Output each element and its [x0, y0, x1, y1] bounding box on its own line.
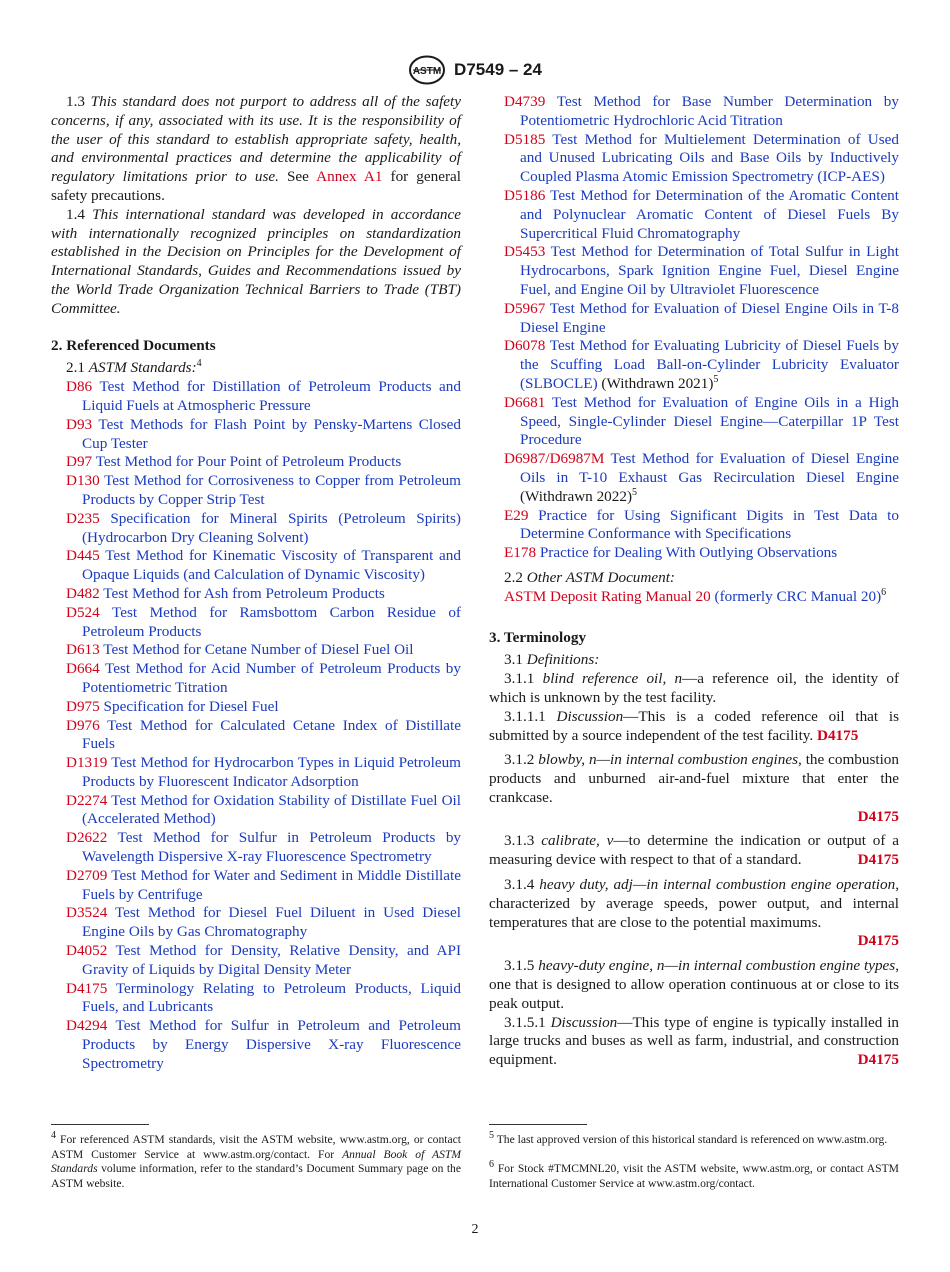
paragraph-1-4: 1.4 This international standard was developed in accordance with internationally recognized principles on standardization established in the Decision on Principles for the Development of International Standards, Guides and Recommendations issued by the World Trade Organization Technical Barriers to Trade (TBT) Committee.: [51, 205, 462, 317]
reference-item[interactable]: [51, 829, 461, 867]
reference-title[interactable]: Test Method for Sulfur in Petroleum and Petroleum Products by Energy Dispersive X-ray Fluorescence Spectrometry: [82, 1017, 461, 1072]
source-reference[interactable]: D4175: [857, 1051, 899, 1069]
reference-code[interactable]: D97: [66, 453, 93, 471]
reference-code[interactable]: D1319: [66, 754, 108, 772]
reference-code[interactable]: D613: [66, 641, 100, 659]
right-column: [489, 93, 899, 1070]
reference-item[interactable]: D6681 Test Method for Evaluation of Engine Oils in a High Speed, Single-Cylinder Diesel Engine—Caterpillar 1P Test Procedure: [504, 393, 899, 449]
reference-item[interactable]: E178 Practice for Dealing With Outlying Observations: [504, 544, 838, 562]
reference-item[interactable]: [51, 867, 461, 905]
definition-3-1-1: 3.1.1 blind reference oil, n—a reference oil, the identity of which is unknown by the test facility.: [489, 670, 899, 706]
reference-code[interactable]: D4739: [504, 93, 546, 110]
reference-code[interactable]: D976: [66, 716, 100, 734]
document-number: D7549 – 24: [454, 60, 542, 79]
reference-item[interactable]: ASTM Deposit Rating Manual 20 (formerly CRC Manual 20)$^6$: [504, 586, 887, 605]
reference-item[interactable]: [489, 93, 899, 131]
source-reference[interactable]: D4175: [857, 932, 899, 950]
definition-3-1-2: 3.1.2 blowby, n—in internal combustion engines, the combustion products and unburned air-and-fuel mixture that enter the crankcase.: [489, 751, 899, 806]
reference-item[interactable]: [51, 660, 461, 698]
reference-title[interactable]: Test Method for Pour Point of Petroleum Products: [95, 453, 402, 471]
discussion-3-1-5-1: 3.1.5.1 Discussion—This type of engine is typically installed in large trucks and buses as well as farm, industrial, and construction equipment. D4175: [489, 1013, 900, 1069]
reference-title[interactable]: Test Method for Oxidation Stability of Distillate Fuel Oil (Accelerated Method): [82, 791, 461, 828]
reference-title[interactable]: Test Method for Base Number Determination by Potentiometric Hydrochloric Acid Titration: [520, 93, 899, 129]
definition-3-1-5: 3.1.5 heavy-duty engine, n—in internal combustion engine types, one that is designed to allow operation continuous at or close to its peak output.: [489, 957, 899, 1012]
footnote-divider: [489, 1124, 587, 1125]
reference-code[interactable]: D2709: [66, 866, 108, 884]
reference-item[interactable]: [51, 547, 461, 585]
left-column: [51, 93, 461, 1074]
reference-item[interactable]: [51, 416, 461, 454]
reference-code[interactable]: D2622: [66, 829, 108, 847]
svg-text:ASTM: ASTM: [412, 66, 442, 77]
reference-code[interactable]: D130: [66, 472, 100, 490]
reference-item[interactable]: [51, 754, 461, 792]
reference-title[interactable]: Test Method for Ash from Petroleum Products: [103, 584, 385, 602]
source-reference[interactable]: D4175: [816, 726, 859, 744]
reference-item[interactable]: [51, 510, 461, 548]
definition-3-1-4: 3.1.4 heavy duty, adj—in internal combustion engine operation, characterized by average speeds, power output, and internal temperatures that are close to the potential maximums.: [489, 876, 900, 931]
reference-title[interactable]: Test Method for Kinematic Viscosity of Transparent and Opaque Liquids (and Calculation of Dynamic Viscosity): [82, 547, 461, 584]
reference-item[interactable]: [51, 792, 461, 830]
reference-title[interactable]: Test Methods for Flash Point by Pensky-Martens Closed Cup Tester: [82, 415, 461, 452]
reference-title[interactable]: Test Method for Ramsbottom Carbon Residue of Petroleum Products: [82, 603, 461, 640]
subsection-2-2: 2.2 Other ASTM Document:: [504, 568, 675, 586]
reference-title[interactable]: Test Method for Calculated Cetane Index of Distillate Fuels: [82, 716, 461, 753]
reference-item[interactable]: [51, 641, 461, 660]
reference-title[interactable]: Specification for Diesel Fuel: [103, 697, 279, 715]
reference-code[interactable]: D4052: [66, 942, 108, 960]
reference-code[interactable]: D5453: [504, 243, 546, 261]
reference-code[interactable]: D664: [66, 660, 100, 678]
footnote-6: $^6$ For Stock #TMCMNL20, visit the ASTM website, www.astm.org, or contact ASTM International Customer Service at www.astm.org/contact.: [489, 1159, 899, 1190]
reference-item[interactable]: [489, 131, 899, 187]
reference-item[interactable]: [51, 942, 461, 980]
discussion-3-1-1-1: 3.1.1.1 Discussion—This is a coded reference oil that is submitted by a source independent of the test facility. D4175: [489, 707, 900, 744]
reference-item[interactable]: [51, 980, 461, 1018]
reference-item[interactable]: [51, 453, 461, 472]
reference-title[interactable]: Test Method for Distillation of Petroleum Products and Liquid Fuels at Atmospheric Pressure: [82, 378, 461, 414]
reference-item[interactable]: [51, 717, 461, 755]
reference-code[interactable]: D3524: [66, 904, 108, 922]
footnote-4: $^4$ For referenced ASTM standards, visit the ASTM website, www.astm.org, or contact ASTM Customer Service at www.astm.org/contact. For Annual Book of ASTM Standards volume information, refer to the standard’s Document Summary page on the ASTM website.: [51, 1130, 462, 1190]
reference-code[interactable]: D4294: [66, 1017, 108, 1035]
reference-item[interactable]: [489, 187, 899, 243]
definition-3-1-3: 3.1.3 calibrate, v—to determine the indication or output of a measuring device with respect to that of a standard. D4175: [489, 832, 900, 869]
section-3-heading: 3. Terminology: [489, 628, 587, 646]
page-number: 2: [471, 1222, 479, 1237]
reference-item[interactable]: [51, 585, 461, 604]
subsection-3-1: 3.1 Definitions:: [504, 651, 600, 669]
reference-code[interactable]: D2274: [66, 791, 108, 809]
astm-logo-icon: [408, 55, 446, 85]
reference-code[interactable]: D4175: [66, 979, 108, 997]
footnote-divider: [51, 1124, 149, 1125]
annex-a1-link[interactable]: Annex A1: [316, 168, 383, 186]
section-2-heading: 2. Referenced Documents: [51, 336, 216, 354]
reference-code[interactable]: D5186: [504, 186, 546, 204]
source-reference[interactable]: D4175: [857, 851, 899, 869]
reference-item[interactable]: [51, 604, 461, 642]
reference-title[interactable]: Test Method for Water and Sediment in Middle Distillate Fuels by Centrifuge: [82, 866, 461, 903]
reference-code[interactable]: D524: [66, 603, 100, 621]
reference-title[interactable]: Test Method for Acid Number of Petroleum Products by Potentiometric Titration: [82, 660, 461, 696]
reference-title[interactable]: Test Method for Determination of Total Sulfur in Light Hydrocarbons, Spark Ignition Engine Fuel, Diesel Engine Fuel, and Engine Oil by Ultraviolet Fluorescence: [520, 243, 899, 298]
reference-item[interactable]: [51, 1017, 461, 1073]
reference-title[interactable]: Test Method for Evaluation of Diesel Engine Oils in T-8 Diesel Engine: [520, 299, 899, 336]
reference-code[interactable]: D975: [66, 697, 100, 715]
footnote-5: $^5$ The last approved version of this historical standard is referenced on www.astm.org.: [489, 1130, 888, 1146]
reference-item[interactable]: [489, 243, 899, 299]
reference-item[interactable]: [51, 472, 461, 510]
reference-code[interactable]: D482: [66, 584, 100, 602]
subsection-2-1: 2.1 ASTM Standards:$^4$: [66, 358, 202, 377]
reference-title[interactable]: Test Method for Sulfur in Petroleum Products by Wavelength Dispersive X-ray Fluorescence Spectrometry: [82, 829, 462, 866]
reference-title[interactable]: Specification for Mineral Spirits (Petroleum Spirits) (Hydrocarbon Dry Cleaning Solvent): [82, 509, 461, 546]
reference-code[interactable]: D5185: [504, 130, 546, 148]
reference-title[interactable]: Test Method for Cetane Number of Diesel Fuel Oil: [103, 641, 414, 659]
reference-item[interactable]: [51, 378, 461, 416]
reference-title[interactable]: Test Method for Density, Relative Density, and API Gravity of Liquids by Digital Density Meter: [82, 942, 461, 978]
reference-code[interactable]: D5967: [504, 299, 546, 317]
reference-title[interactable]: Test Method for Determination of the Aromatic Content and Polynuclear Aromatic Content of Diesel Fuels By Supercritical Fluid Chromatography: [520, 186, 900, 242]
reference-code[interactable]: D86: [66, 378, 93, 396]
reference-item[interactable]: [51, 698, 461, 717]
reference-title[interactable]: Test Method for Multielement Determination of Used and Unused Lubricating Oils and Base Oils by Inductively Coupled Plasma Atomic Emission Spectrometry (ICP-AES): [520, 130, 899, 186]
right-reference-list: [489, 93, 899, 337]
source-reference[interactable]: D4175: [857, 807, 899, 825]
reference-item[interactable]: [51, 904, 461, 942]
reference-title[interactable]: Test Method for Hydrocarbon Types in Liquid Petroleum Products by Fluorescent Indicator Adsorption: [82, 754, 462, 790]
reference-item[interactable]: E29 Practice for Using Significant Digits in Test Data to Determine Conformance with Specifications: [504, 506, 899, 543]
reference-code[interactable]: D93: [66, 415, 93, 433]
reference-code[interactable]: D235: [66, 509, 100, 527]
reference-title[interactable]: Terminology Relating to Petroleum Products, Liquid Fuels, and Lubricants: [82, 979, 461, 1016]
reference-title[interactable]: Test Method for Corrosiveness to Copper from Petroleum Products by Copper Strip Test: [82, 472, 461, 508]
reference-code[interactable]: D445: [66, 547, 100, 565]
paragraph-1-3: 1.3 This standard does not purport to address all of the safety concerns, if any, associated with its use. It is the responsibility of the user of this standard to establish appropriate safety, health, and environmental practices and determine the applicability of regulatory limitations prior to use. See Annex A1 for general safety precautions.: [51, 93, 462, 204]
reference-title[interactable]: Test Method for Diesel Fuel Diluent in Used Diesel Engine Oils by Gas Chromatography: [82, 904, 461, 941]
page-header: [0, 55, 950, 85]
reference-item[interactable]: D6987/D6987M Test Method for Evaluation of Diesel Engine Oils in T-10 Exhaust Gas Recirculation Diesel Engine (Withdrawn 2022)$^5$: [504, 450, 899, 505]
reference-item[interactable]: [489, 300, 899, 338]
left-reference-list: [51, 378, 461, 1073]
reference-item[interactable]: D6078 Test Method for Evaluating Lubricity of Diesel Fuels by the Scuffing Load Ball-on-Cylinder Lubricity Evaluator (SLBOCLE) (Withdrawn 2021)$^5$: [504, 337, 899, 392]
